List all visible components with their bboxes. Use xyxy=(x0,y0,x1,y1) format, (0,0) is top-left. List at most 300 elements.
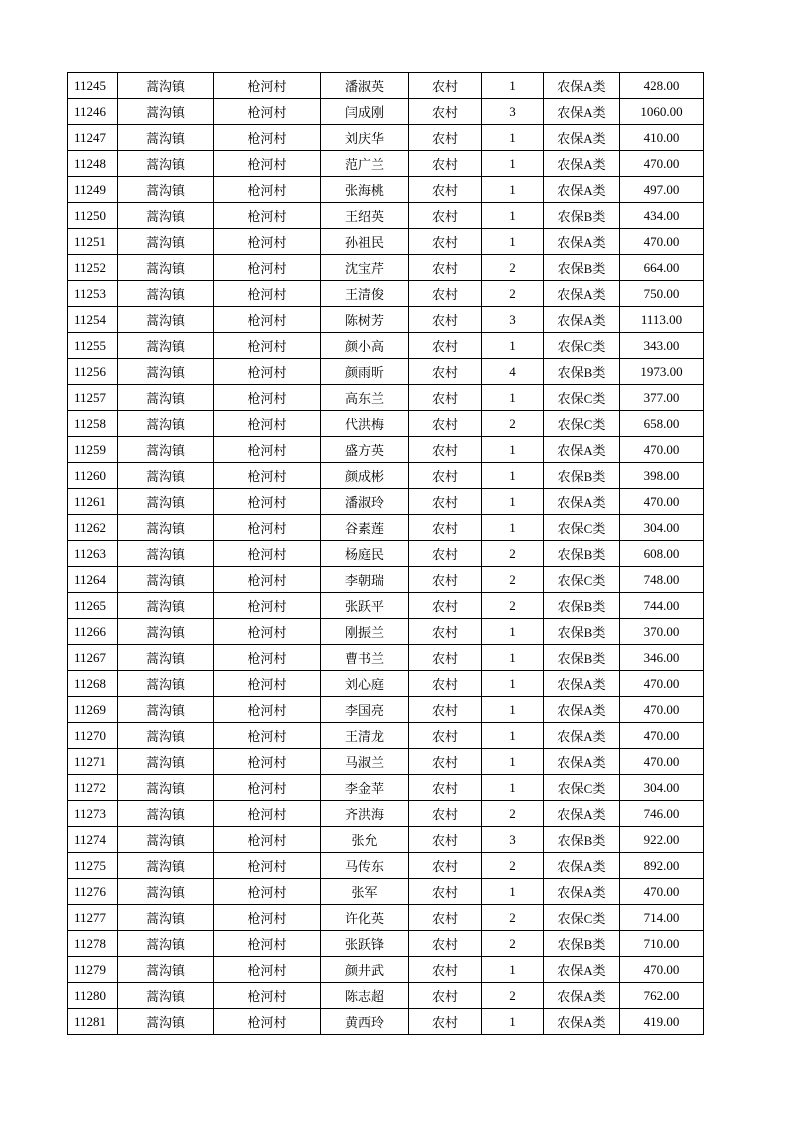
category-cell: 农保A类 xyxy=(544,801,620,827)
town-cell: 蒿沟镇 xyxy=(118,411,214,437)
amount-cell: 434.00 xyxy=(620,203,704,229)
amount-cell: 892.00 xyxy=(620,853,704,879)
serial-number-cell: 11272 xyxy=(68,775,118,801)
area-type-cell: 农村 xyxy=(409,333,482,359)
area-type-cell: 农村 xyxy=(409,879,482,905)
serial-number-cell: 11260 xyxy=(68,463,118,489)
area-type-cell: 农村 xyxy=(409,983,482,1009)
category-cell: 农保A类 xyxy=(544,307,620,333)
amount-cell: 470.00 xyxy=(620,671,704,697)
household-size-cell: 2 xyxy=(482,411,544,437)
area-type-cell: 农村 xyxy=(409,645,482,671)
area-type-cell: 农村 xyxy=(409,489,482,515)
town-cell: 蒿沟镇 xyxy=(118,671,214,697)
serial-number-cell: 11280 xyxy=(68,983,118,1009)
household-size-cell: 1 xyxy=(482,723,544,749)
household-size-cell: 1 xyxy=(482,879,544,905)
amount-cell: 1113.00 xyxy=(620,307,704,333)
category-cell: 农保C类 xyxy=(544,775,620,801)
amount-cell: 410.00 xyxy=(620,125,704,151)
area-type-cell: 农村 xyxy=(409,515,482,541)
area-type-cell: 农村 xyxy=(409,827,482,853)
category-cell: 农保B类 xyxy=(544,827,620,853)
name-cell: 沈宝芹 xyxy=(321,255,409,281)
amount-cell: 398.00 xyxy=(620,463,704,489)
amount-cell: 419.00 xyxy=(620,1009,704,1035)
village-cell: 枪河村 xyxy=(214,905,321,931)
serial-number-cell: 11249 xyxy=(68,177,118,203)
serial-number-cell: 11250 xyxy=(68,203,118,229)
area-type-cell: 农村 xyxy=(409,593,482,619)
village-cell: 枪河村 xyxy=(214,229,321,255)
name-cell: 颜小高 xyxy=(321,333,409,359)
area-type-cell: 农村 xyxy=(409,151,482,177)
name-cell: 孙祖民 xyxy=(321,229,409,255)
area-type-cell: 农村 xyxy=(409,541,482,567)
name-cell: 潘淑英 xyxy=(321,73,409,99)
amount-cell: 470.00 xyxy=(620,437,704,463)
table-row xyxy=(68,749,704,775)
serial-number-cell: 11261 xyxy=(68,489,118,515)
area-type-cell: 农村 xyxy=(409,255,482,281)
amount-cell: 710.00 xyxy=(620,931,704,957)
table-row xyxy=(68,177,704,203)
household-size-cell: 1 xyxy=(482,385,544,411)
area-type-cell: 农村 xyxy=(409,697,482,723)
serial-number-cell: 11281 xyxy=(68,1009,118,1035)
serial-number-cell: 11253 xyxy=(68,281,118,307)
town-cell: 蒿沟镇 xyxy=(118,177,214,203)
village-cell: 枪河村 xyxy=(214,541,321,567)
village-cell: 枪河村 xyxy=(214,775,321,801)
amount-cell: 608.00 xyxy=(620,541,704,567)
village-cell: 枪河村 xyxy=(214,203,321,229)
table-row xyxy=(68,645,704,671)
village-cell: 枪河村 xyxy=(214,437,321,463)
table-row xyxy=(68,827,704,853)
amount-cell: 377.00 xyxy=(620,385,704,411)
table-row xyxy=(68,1009,704,1035)
amount-cell: 746.00 xyxy=(620,801,704,827)
table-row xyxy=(68,853,704,879)
serial-number-cell: 11251 xyxy=(68,229,118,255)
village-cell: 枪河村 xyxy=(214,983,321,1009)
category-cell: 农保A类 xyxy=(544,879,620,905)
name-cell: 李朝瑞 xyxy=(321,567,409,593)
serial-number-cell: 11276 xyxy=(68,879,118,905)
name-cell: 刚振兰 xyxy=(321,619,409,645)
amount-cell: 428.00 xyxy=(620,73,704,99)
name-cell: 高东兰 xyxy=(321,385,409,411)
village-cell: 枪河村 xyxy=(214,567,321,593)
household-size-cell: 1 xyxy=(482,619,544,645)
village-cell: 枪河村 xyxy=(214,619,321,645)
town-cell: 蒿沟镇 xyxy=(118,593,214,619)
category-cell: 农保C类 xyxy=(544,333,620,359)
area-type-cell: 农村 xyxy=(409,905,482,931)
category-cell: 农保B类 xyxy=(544,255,620,281)
serial-number-cell: 11275 xyxy=(68,853,118,879)
amount-cell: 470.00 xyxy=(620,749,704,775)
amount-cell: 470.00 xyxy=(620,957,704,983)
table-row xyxy=(68,697,704,723)
name-cell: 闫成刚 xyxy=(321,99,409,125)
town-cell: 蒿沟镇 xyxy=(118,281,214,307)
area-type-cell: 农村 xyxy=(409,203,482,229)
serial-number-cell: 11254 xyxy=(68,307,118,333)
area-type-cell: 农村 xyxy=(409,463,482,489)
town-cell: 蒿沟镇 xyxy=(118,125,214,151)
household-size-cell: 1 xyxy=(482,775,544,801)
category-cell: 农保A类 xyxy=(544,489,620,515)
household-size-cell: 2 xyxy=(482,801,544,827)
serial-number-cell: 11256 xyxy=(68,359,118,385)
category-cell: 农保A类 xyxy=(544,957,620,983)
category-cell: 农保B类 xyxy=(544,931,620,957)
serial-number-cell: 11248 xyxy=(68,151,118,177)
table-row xyxy=(68,333,704,359)
table-row xyxy=(68,723,704,749)
category-cell: 农保B类 xyxy=(544,645,620,671)
name-cell: 马传东 xyxy=(321,853,409,879)
household-size-cell: 1 xyxy=(482,229,544,255)
village-cell: 枪河村 xyxy=(214,931,321,957)
household-size-cell: 3 xyxy=(482,827,544,853)
town-cell: 蒿沟镇 xyxy=(118,73,214,99)
name-cell: 陈树芳 xyxy=(321,307,409,333)
serial-number-cell: 11270 xyxy=(68,723,118,749)
table-row xyxy=(68,541,704,567)
town-cell: 蒿沟镇 xyxy=(118,151,214,177)
serial-number-cell: 11267 xyxy=(68,645,118,671)
town-cell: 蒿沟镇 xyxy=(118,983,214,1009)
table-row xyxy=(68,73,704,99)
area-type-cell: 农村 xyxy=(409,437,482,463)
town-cell: 蒿沟镇 xyxy=(118,203,214,229)
town-cell: 蒿沟镇 xyxy=(118,645,214,671)
name-cell: 王清俊 xyxy=(321,281,409,307)
area-type-cell: 农村 xyxy=(409,359,482,385)
household-size-cell: 2 xyxy=(482,983,544,1009)
serial-number-cell: 11273 xyxy=(68,801,118,827)
household-size-cell: 1 xyxy=(482,333,544,359)
amount-cell: 470.00 xyxy=(620,723,704,749)
table-row xyxy=(68,879,704,905)
document-page xyxy=(67,72,703,1035)
table-row xyxy=(68,619,704,645)
category-cell: 农保C类 xyxy=(544,905,620,931)
village-cell: 枪河村 xyxy=(214,697,321,723)
area-type-cell: 农村 xyxy=(409,281,482,307)
village-cell: 枪河村 xyxy=(214,73,321,99)
amount-cell: 470.00 xyxy=(620,151,704,177)
table-row xyxy=(68,359,704,385)
amount-cell: 470.00 xyxy=(620,229,704,255)
town-cell: 蒿沟镇 xyxy=(118,931,214,957)
town-cell: 蒿沟镇 xyxy=(118,541,214,567)
village-cell: 枪河村 xyxy=(214,411,321,437)
table-row xyxy=(68,255,704,281)
area-type-cell: 农村 xyxy=(409,177,482,203)
household-size-cell: 1 xyxy=(482,463,544,489)
household-size-cell: 1 xyxy=(482,1009,544,1035)
household-size-cell: 1 xyxy=(482,489,544,515)
amount-cell: 304.00 xyxy=(620,515,704,541)
village-cell: 枪河村 xyxy=(214,515,321,541)
amount-cell: 346.00 xyxy=(620,645,704,671)
town-cell: 蒿沟镇 xyxy=(118,385,214,411)
amount-cell: 343.00 xyxy=(620,333,704,359)
name-cell: 许化英 xyxy=(321,905,409,931)
name-cell: 颜雨昕 xyxy=(321,359,409,385)
village-cell: 枪河村 xyxy=(214,827,321,853)
category-cell: 农保B类 xyxy=(544,593,620,619)
serial-number-cell: 11255 xyxy=(68,333,118,359)
town-cell: 蒿沟镇 xyxy=(118,229,214,255)
household-size-cell: 1 xyxy=(482,749,544,775)
village-cell: 枪河村 xyxy=(214,957,321,983)
household-size-cell: 2 xyxy=(482,567,544,593)
name-cell: 盛方英 xyxy=(321,437,409,463)
category-cell: 农保A类 xyxy=(544,1009,620,1035)
village-cell: 枪河村 xyxy=(214,489,321,515)
category-cell: 农保A类 xyxy=(544,177,620,203)
name-cell: 张海桃 xyxy=(321,177,409,203)
table-row xyxy=(68,593,704,619)
town-cell: 蒿沟镇 xyxy=(118,437,214,463)
town-cell: 蒿沟镇 xyxy=(118,723,214,749)
household-size-cell: 1 xyxy=(482,125,544,151)
serial-number-cell: 11279 xyxy=(68,957,118,983)
name-cell: 陈志超 xyxy=(321,983,409,1009)
village-cell: 枪河村 xyxy=(214,255,321,281)
area-type-cell: 农村 xyxy=(409,619,482,645)
serial-number-cell: 11263 xyxy=(68,541,118,567)
household-size-cell: 2 xyxy=(482,931,544,957)
household-size-cell: 1 xyxy=(482,697,544,723)
name-cell: 张军 xyxy=(321,879,409,905)
town-cell: 蒿沟镇 xyxy=(118,463,214,489)
table-row xyxy=(68,151,704,177)
category-cell: 农保B类 xyxy=(544,463,620,489)
area-type-cell: 农村 xyxy=(409,1009,482,1035)
amount-cell: 714.00 xyxy=(620,905,704,931)
amount-cell: 497.00 xyxy=(620,177,704,203)
name-cell: 曹书兰 xyxy=(321,645,409,671)
table-row xyxy=(68,567,704,593)
town-cell: 蒿沟镇 xyxy=(118,489,214,515)
serial-number-cell: 11259 xyxy=(68,437,118,463)
town-cell: 蒿沟镇 xyxy=(118,515,214,541)
relief-roster-table xyxy=(67,72,704,1035)
town-cell: 蒿沟镇 xyxy=(118,957,214,983)
amount-cell: 1973.00 xyxy=(620,359,704,385)
category-cell: 农保C类 xyxy=(544,567,620,593)
category-cell: 农保A类 xyxy=(544,983,620,1009)
name-cell: 王清龙 xyxy=(321,723,409,749)
name-cell: 张跃锋 xyxy=(321,931,409,957)
category-cell: 农保A类 xyxy=(544,853,620,879)
serial-number-cell: 11265 xyxy=(68,593,118,619)
table-row xyxy=(68,229,704,255)
table-row xyxy=(68,463,704,489)
town-cell: 蒿沟镇 xyxy=(118,307,214,333)
serial-number-cell: 11252 xyxy=(68,255,118,281)
village-cell: 枪河村 xyxy=(214,749,321,775)
category-cell: 农保A类 xyxy=(544,281,620,307)
area-type-cell: 农村 xyxy=(409,567,482,593)
village-cell: 枪河村 xyxy=(214,671,321,697)
table-body xyxy=(68,73,704,1035)
table-row xyxy=(68,307,704,333)
name-cell: 马淑兰 xyxy=(321,749,409,775)
area-type-cell: 农村 xyxy=(409,931,482,957)
category-cell: 农保A类 xyxy=(544,697,620,723)
table-row xyxy=(68,489,704,515)
village-cell: 枪河村 xyxy=(214,879,321,905)
category-cell: 农保B类 xyxy=(544,359,620,385)
name-cell: 潘淑玲 xyxy=(321,489,409,515)
household-size-cell: 2 xyxy=(482,281,544,307)
household-size-cell: 2 xyxy=(482,853,544,879)
area-type-cell: 农村 xyxy=(409,385,482,411)
category-cell: 农保B类 xyxy=(544,541,620,567)
serial-number-cell: 11271 xyxy=(68,749,118,775)
village-cell: 枪河村 xyxy=(214,801,321,827)
area-type-cell: 农村 xyxy=(409,125,482,151)
table-row xyxy=(68,203,704,229)
category-cell: 农保A类 xyxy=(544,73,620,99)
area-type-cell: 农村 xyxy=(409,229,482,255)
town-cell: 蒿沟镇 xyxy=(118,749,214,775)
table-row xyxy=(68,437,704,463)
name-cell: 刘心庭 xyxy=(321,671,409,697)
category-cell: 农保C类 xyxy=(544,515,620,541)
table-row xyxy=(68,281,704,307)
amount-cell: 748.00 xyxy=(620,567,704,593)
name-cell: 李金苹 xyxy=(321,775,409,801)
amount-cell: 744.00 xyxy=(620,593,704,619)
town-cell: 蒿沟镇 xyxy=(118,333,214,359)
category-cell: 农保A类 xyxy=(544,125,620,151)
name-cell: 齐洪海 xyxy=(321,801,409,827)
category-cell: 农保B类 xyxy=(544,203,620,229)
amount-cell: 470.00 xyxy=(620,697,704,723)
name-cell: 谷素莲 xyxy=(321,515,409,541)
household-size-cell: 1 xyxy=(482,671,544,697)
amount-cell: 1060.00 xyxy=(620,99,704,125)
town-cell: 蒿沟镇 xyxy=(118,827,214,853)
village-cell: 枪河村 xyxy=(214,645,321,671)
village-cell: 枪河村 xyxy=(214,99,321,125)
village-cell: 枪河村 xyxy=(214,723,321,749)
name-cell: 黄西玲 xyxy=(321,1009,409,1035)
town-cell: 蒿沟镇 xyxy=(118,905,214,931)
table-row xyxy=(68,411,704,437)
table-row xyxy=(68,515,704,541)
village-cell: 枪河村 xyxy=(214,853,321,879)
village-cell: 枪河村 xyxy=(214,385,321,411)
town-cell: 蒿沟镇 xyxy=(118,567,214,593)
category-cell: 农保A类 xyxy=(544,437,620,463)
category-cell: 农保C类 xyxy=(544,385,620,411)
serial-number-cell: 11277 xyxy=(68,905,118,931)
household-size-cell: 1 xyxy=(482,151,544,177)
serial-number-cell: 11268 xyxy=(68,671,118,697)
household-size-cell: 1 xyxy=(482,73,544,99)
household-size-cell: 1 xyxy=(482,515,544,541)
amount-cell: 304.00 xyxy=(620,775,704,801)
serial-number-cell: 11269 xyxy=(68,697,118,723)
area-type-cell: 农村 xyxy=(409,957,482,983)
area-type-cell: 农村 xyxy=(409,801,482,827)
table-row xyxy=(68,775,704,801)
serial-number-cell: 11274 xyxy=(68,827,118,853)
table-row xyxy=(68,125,704,151)
village-cell: 枪河村 xyxy=(214,177,321,203)
town-cell: 蒿沟镇 xyxy=(118,697,214,723)
serial-number-cell: 11278 xyxy=(68,931,118,957)
household-size-cell: 3 xyxy=(482,99,544,125)
area-type-cell: 农村 xyxy=(409,853,482,879)
village-cell: 枪河村 xyxy=(214,151,321,177)
household-size-cell: 1 xyxy=(482,437,544,463)
category-cell: 农保A类 xyxy=(544,671,620,697)
amount-cell: 922.00 xyxy=(620,827,704,853)
village-cell: 枪河村 xyxy=(214,307,321,333)
serial-number-cell: 11266 xyxy=(68,619,118,645)
village-cell: 枪河村 xyxy=(214,281,321,307)
category-cell: 农保A类 xyxy=(544,151,620,177)
category-cell: 农保A类 xyxy=(544,723,620,749)
category-cell: 农保C类 xyxy=(544,411,620,437)
amount-cell: 750.00 xyxy=(620,281,704,307)
table-row xyxy=(68,385,704,411)
amount-cell: 470.00 xyxy=(620,489,704,515)
household-size-cell: 1 xyxy=(482,203,544,229)
table-row xyxy=(68,801,704,827)
area-type-cell: 农村 xyxy=(409,723,482,749)
household-size-cell: 2 xyxy=(482,593,544,619)
town-cell: 蒿沟镇 xyxy=(118,255,214,281)
name-cell: 张允 xyxy=(321,827,409,853)
village-cell: 枪河村 xyxy=(214,125,321,151)
area-type-cell: 农村 xyxy=(409,411,482,437)
amount-cell: 658.00 xyxy=(620,411,704,437)
area-type-cell: 农村 xyxy=(409,775,482,801)
area-type-cell: 农村 xyxy=(409,671,482,697)
name-cell: 杨庭民 xyxy=(321,541,409,567)
area-type-cell: 农村 xyxy=(409,73,482,99)
category-cell: 农保B类 xyxy=(544,619,620,645)
area-type-cell: 农村 xyxy=(409,99,482,125)
serial-number-cell: 11247 xyxy=(68,125,118,151)
category-cell: 农保A类 xyxy=(544,749,620,775)
amount-cell: 470.00 xyxy=(620,879,704,905)
town-cell: 蒿沟镇 xyxy=(118,801,214,827)
household-size-cell: 2 xyxy=(482,255,544,281)
table-row xyxy=(68,983,704,1009)
amount-cell: 762.00 xyxy=(620,983,704,1009)
household-size-cell: 1 xyxy=(482,957,544,983)
name-cell: 范广兰 xyxy=(321,151,409,177)
serial-number-cell: 11246 xyxy=(68,99,118,125)
town-cell: 蒿沟镇 xyxy=(118,359,214,385)
amount-cell: 370.00 xyxy=(620,619,704,645)
town-cell: 蒿沟镇 xyxy=(118,1009,214,1035)
name-cell: 颜井武 xyxy=(321,957,409,983)
town-cell: 蒿沟镇 xyxy=(118,879,214,905)
